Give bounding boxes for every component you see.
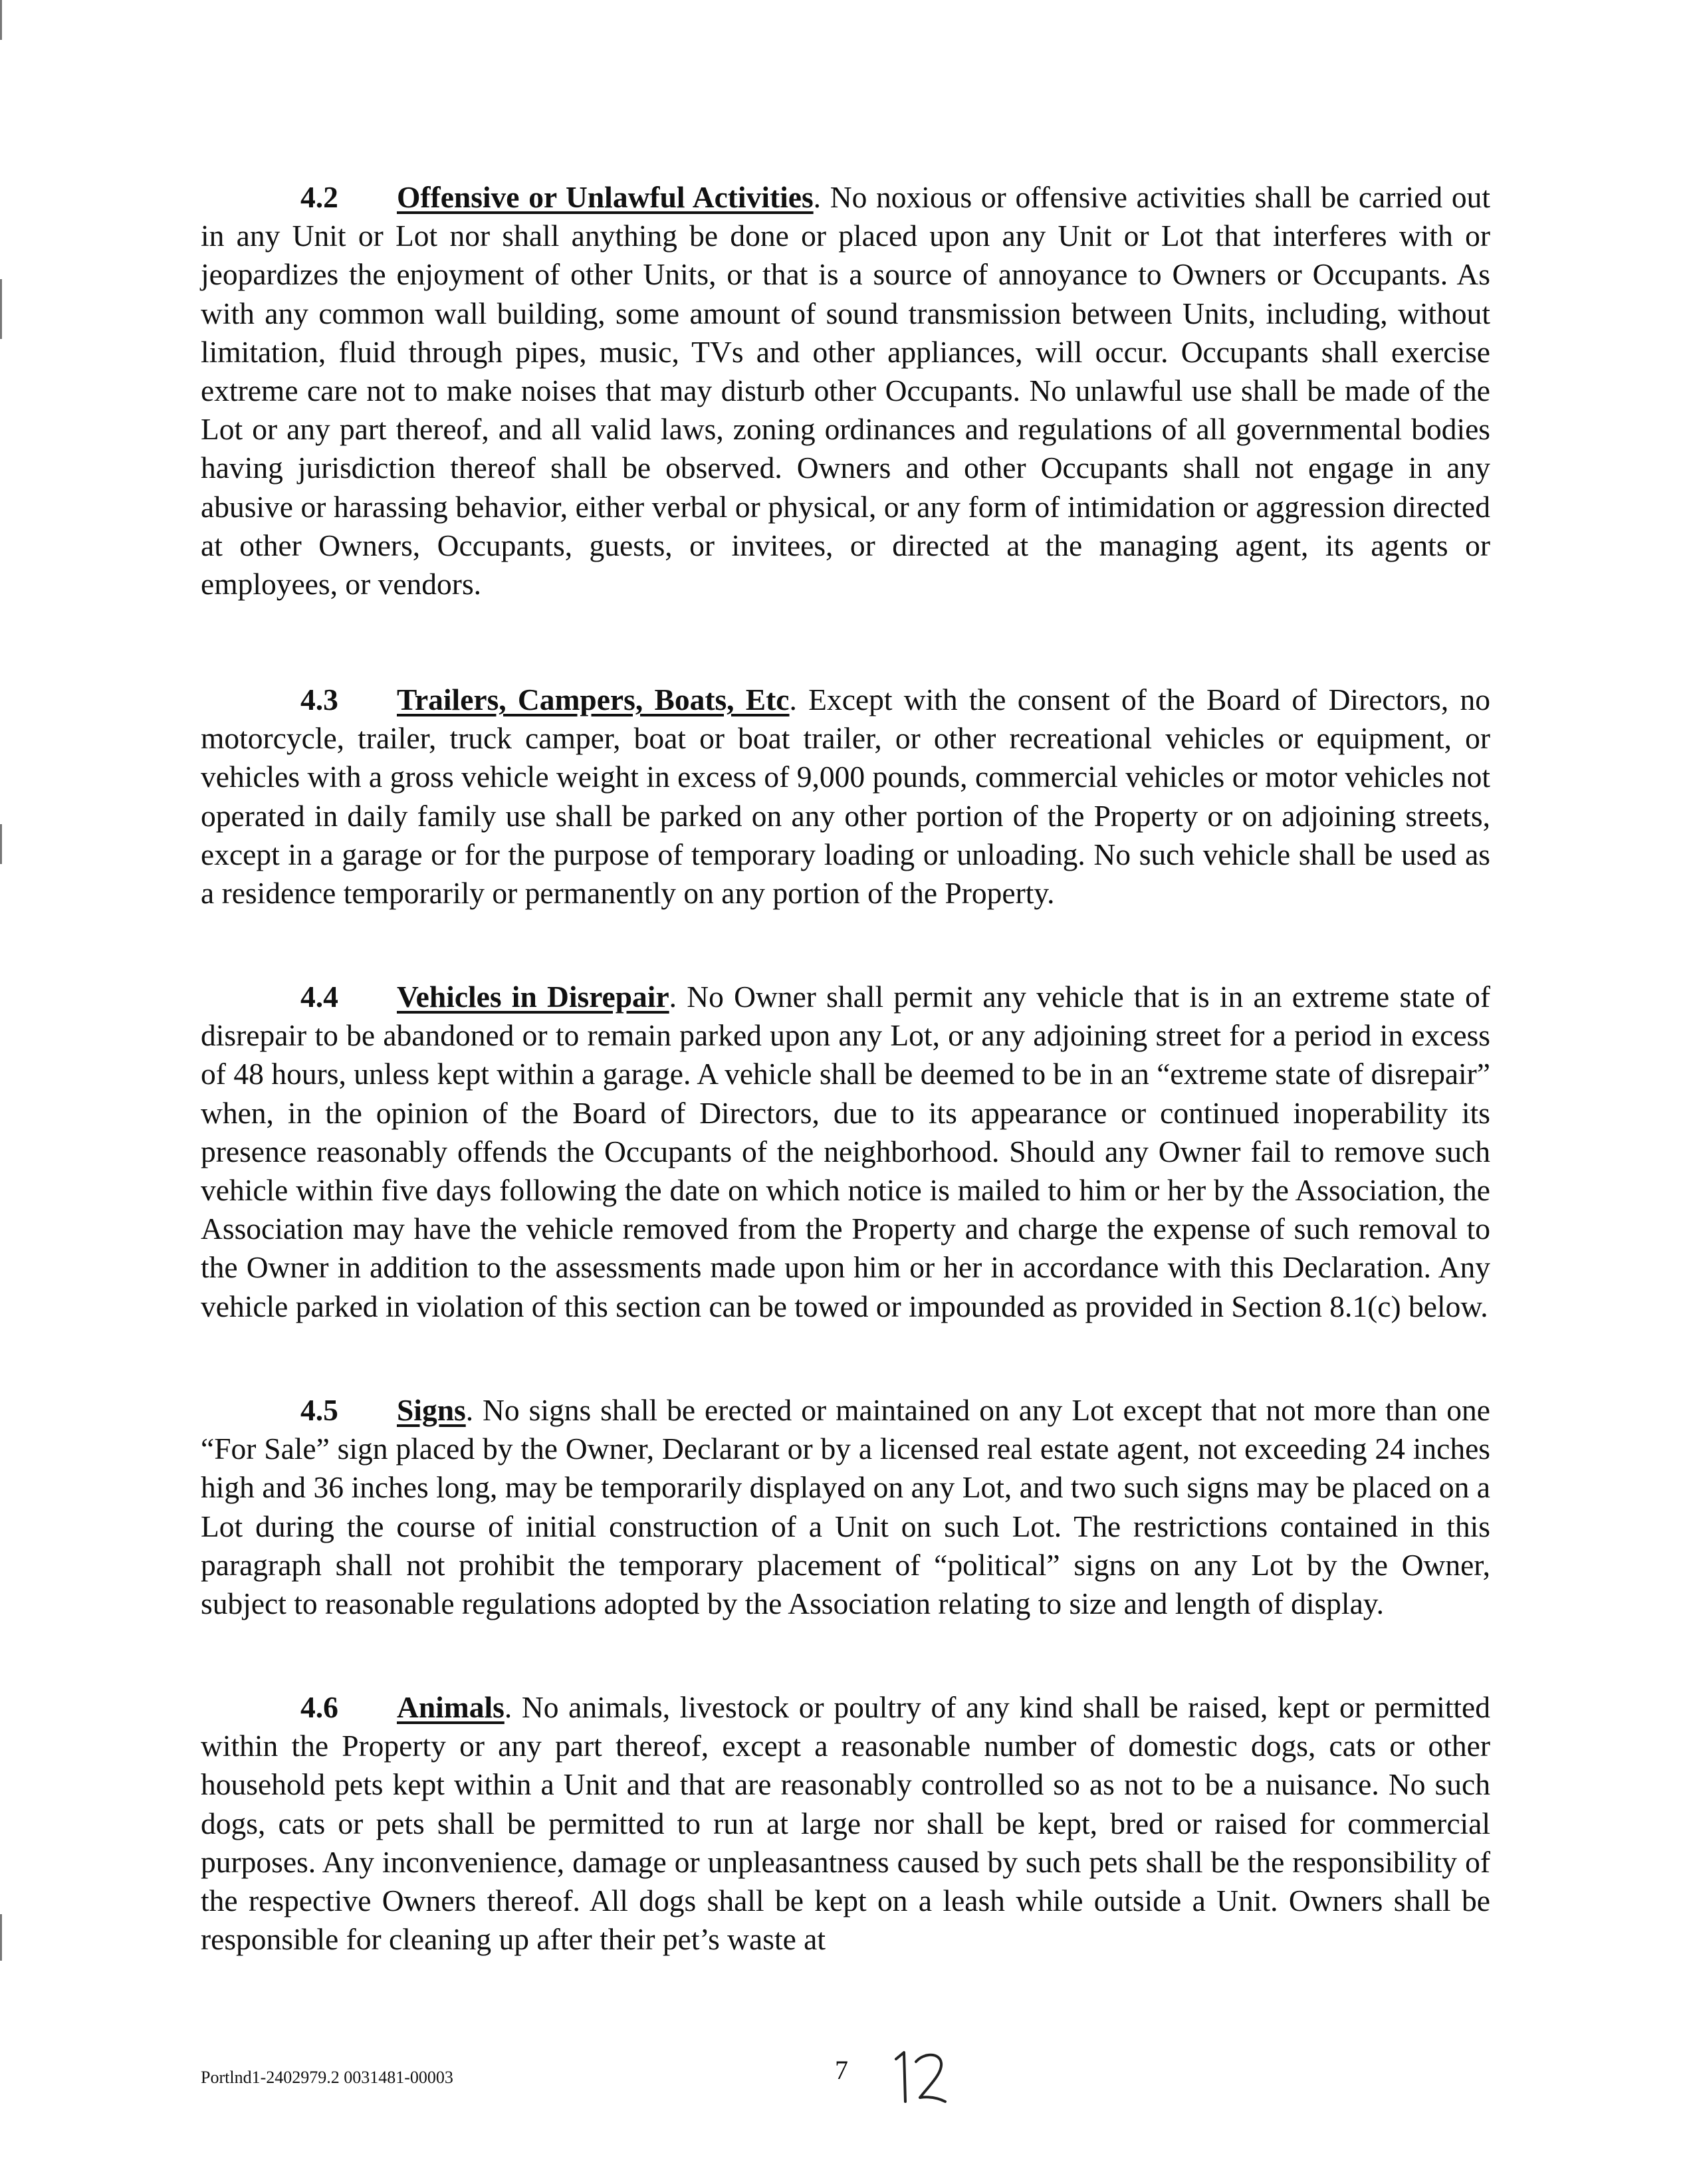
section-body: . Except with the consent of the Board of Directors, no motorcycle, trailer, truck camper, boat or boat trailer, or other recreational vehicles or equipment, or vehicles with a gross vehicle weight in excess of 9,000 pounds, commercial vehicles or motor vehicles not operated in daily family use shall be parked on any other portion of the Property or on adjoining streets, except in a garage or for the purpose of temporary loading or unloading. No such vehicle shall be used as a residence temporarily or permanently on any portion of the Property. [201, 683, 1490, 911]
section-heading: Signs [397, 1393, 466, 1427]
handwritten-page-number [891, 2040, 951, 2114]
footer-page-number: 7 [835, 2055, 848, 2085]
section-number: 4.5 [300, 1393, 338, 1427]
section-number: 4.4 [300, 980, 338, 1014]
section-4-3 [201, 681, 1490, 913]
section-body: . No signs shall be erected or maintained on any Lot except that not more than one “For Sale” sign placed by the Owner, Declarant or by a licensed real estate agent, not exceeding 24 inches high and 36 inches long, may be temporarily displayed on any Lot, and two such signs may be placed on a Lot during the course of initial construction of a Unit on such Lot. The restrictions contained in this paragraph shall not prohibit the temporary placement of “political” signs on any Lot by the Owner, subject to reasonable regulations adopted by the Association relating to size and length of display. [201, 1393, 1490, 1621]
section-body: . No Owner shall permit any vehicle that is in an extreme state of disrepair to be abandoned or to remain parked upon any Lot, or any adjoining street for a period in excess of 48 hours, unless kept within a garage. A vehicle shall be deemed to be in an “extreme state of disrepair” when, in the opinion of the Board of Directors, due to its appearance or continued inoperability its presence reasonably offends the Occupants of the neighborhood. Should any Owner fail to remove such vehicle within five days following the date on which notice is mailed to him or her by the Association, the Association may have the vehicle removed from the Property and charge the expense of such removal to the Owner in addition to the assessments made upon him or her in accordance with this Declaration. Any vehicle parked in violation of this section can be towed or impounded as provided in Section 8.1(c) below. [201, 980, 1490, 1323]
footer-document-id: Portlnd1-2402979.2 0031481-00003 [201, 2068, 453, 2087]
section-number: 4.6 [300, 1690, 338, 1724]
scan-edge-mark [0, 824, 2, 864]
section-heading: Vehicles in Disrepair [397, 980, 669, 1014]
section-heading: Trailers, Campers, Boats, Etc [397, 683, 790, 716]
scan-edge-mark [0, 279, 2, 339]
section-4-5 [201, 1391, 1490, 1623]
section-heading: Animals [397, 1690, 505, 1724]
section-body: . No animals, livestock or poultry of any kind shall be raised, kept or permitted within the Property or any part thereof, except a reasonable number of domestic dogs, cats or other household pets kept within a Unit and that are reasonably controlled so as not to be a nuisance. No such dogs, cats or pets shall be permitted to run at large nor shall be kept, bred or raised for commercial purposes. Any inconvenience, damage or unpleasantness caused by such pets shall be the responsibility of the respective Owners thereof. All dogs shall be kept on a leash while outside a Unit. Owners shall be responsible for cleaning up after their pet’s waste at [201, 1690, 1490, 1957]
section-4-2 [201, 178, 1490, 603]
section-number: 4.2 [300, 180, 338, 214]
section-heading: Offensive or Unlawful Activities [397, 180, 814, 214]
section-body: . No noxious or offensive activities shall be carried out in any Unit or Lot nor shall anything be done or placed upon any Unit or Lot that interferes with or jeopardizes the enjoyment of other Units, or that is a source of annoyance to Owners or Occupants. As with any common wall building, some amount of sound transmission between Units, including, without limitation, fluid through pipes, music, TVs and other appliances, will occur. Occupants shall exercise extreme care not to make noises that may disturb other Occupants. No unlawful use shall be made of the Lot or any part thereof, and all valid laws, zoning ordinances and regulations of all governmental bodies having jurisdiction thereof shall be observed. Owners and other Occupants shall not engage in any abusive or harassing behavior, either verbal or physical, or any form of intimidation or aggression directed at other Owners, Occupants, guests, or invitees, or directed at the managing agent, its agents or employees, or vendors. [201, 180, 1490, 601]
scan-edge-mark [0, 0, 2, 40]
section-4-6 [201, 1688, 1490, 1959]
section-number: 4.3 [300, 683, 338, 716]
section-4-4 [201, 978, 1490, 1326]
scan-edge-mark [0, 1914, 2, 1961]
